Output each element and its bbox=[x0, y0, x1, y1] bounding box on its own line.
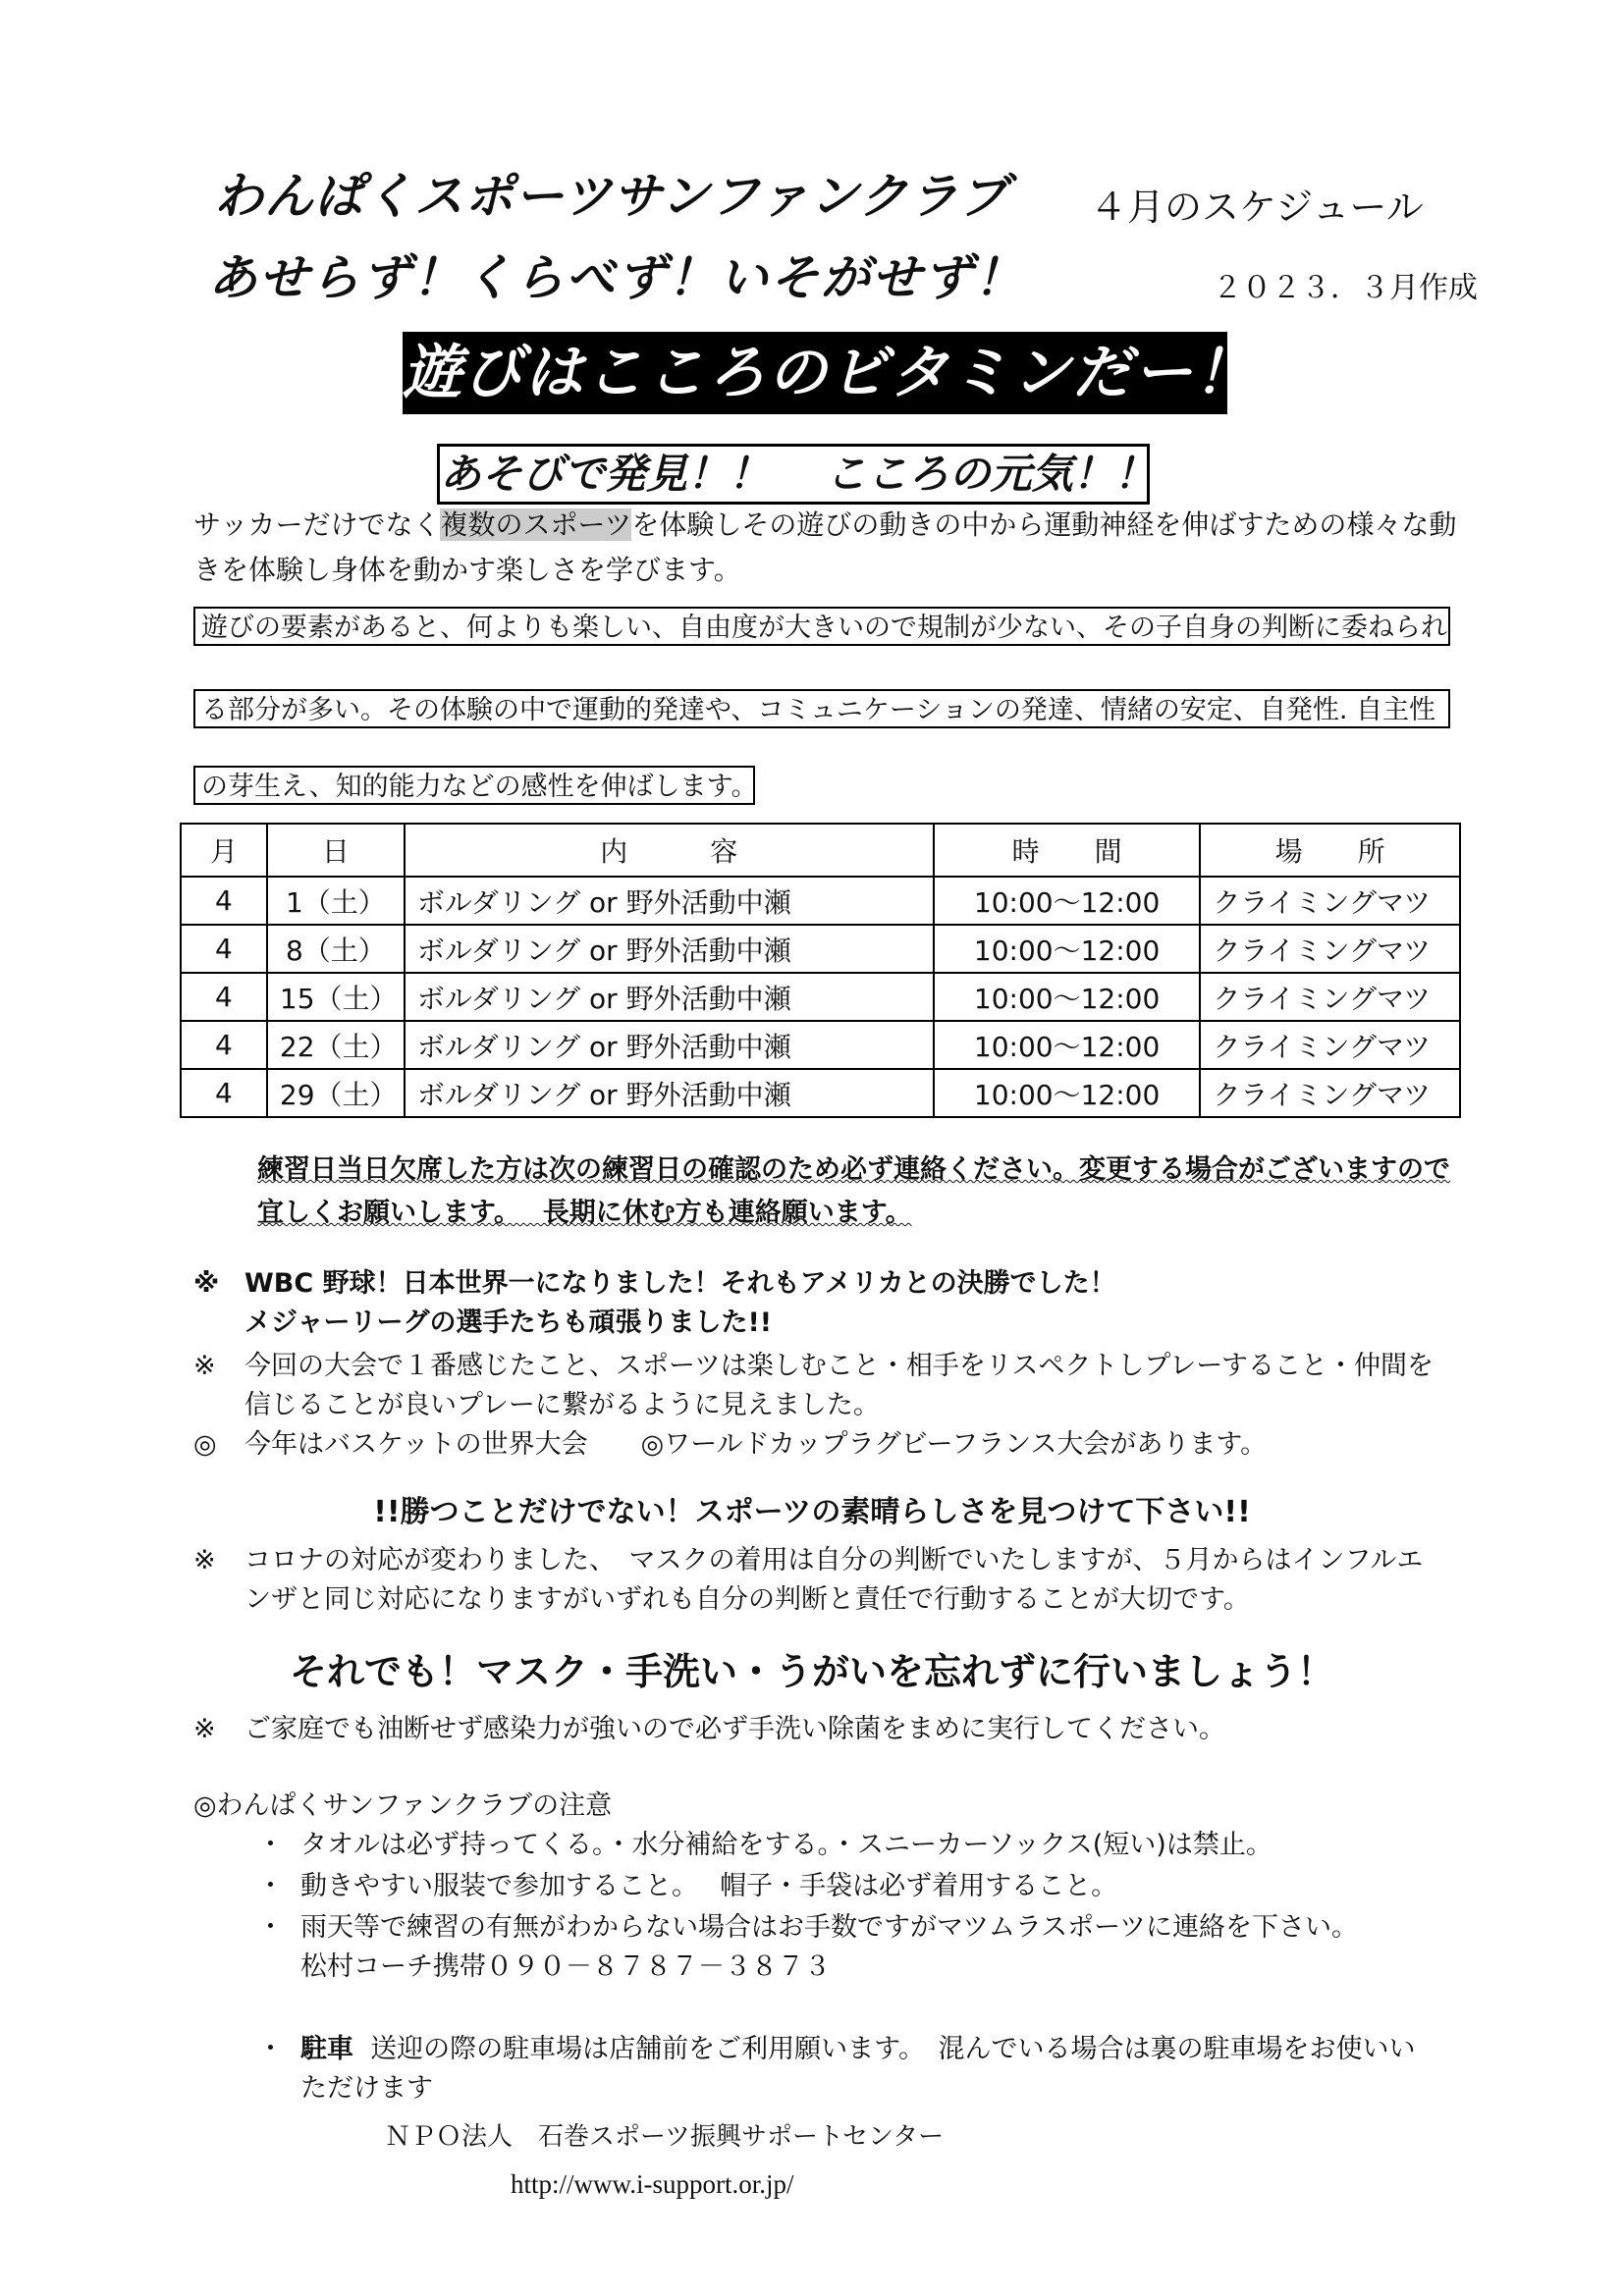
absence-notice bbox=[257, 1148, 1455, 1235]
parking-label: 駐車 bbox=[300, 2034, 353, 2064]
boxed-line-1: 遊びの要素があると、何よりも楽しい、自由度が大きいので規制が少ない、その子自身の判断に委ねられ bbox=[193, 607, 1450, 646]
bullet-mark: ・ bbox=[257, 1871, 284, 1901]
rules-title: ◎わんぱくサンファンクラブの注意 bbox=[193, 1790, 613, 1821]
events-text: 今年はバスケットの世界大会 ◎ワールドカップラグビーフランス大会があります。 bbox=[244, 1429, 1268, 1460]
cell-month: 4 bbox=[181, 973, 267, 1021]
header-place: 場 所 bbox=[1200, 824, 1460, 877]
header-day: 日 bbox=[267, 824, 405, 877]
parking-text: 送迎の際の駐車場は店舗前をご利用願います。 混んでいる場合は裏の駐車場をお使いい bbox=[370, 2034, 1416, 2064]
wbc-news bbox=[193, 1264, 1460, 1343]
sub-banner: あそびで発見！！ こころの元気！！ bbox=[437, 444, 1150, 505]
rule-item-1-text: タオルは必ず持ってくる。・水分補給をする。・スニーカーソックス(短い)は禁止。 bbox=[300, 1830, 1272, 1860]
cell-time: 10:00～12:00 bbox=[934, 973, 1201, 1021]
corona-note bbox=[193, 1541, 1460, 1620]
cell-content: ボルダリング or 野外活動中瀬 bbox=[405, 973, 934, 1021]
cell-month: 4 bbox=[181, 877, 267, 925]
double-circle-mark: ◎ bbox=[193, 1429, 217, 1460]
bullet-mark: ・ bbox=[257, 1830, 284, 1860]
respect-line-2: 信じることが良いプレーに繋がるように見えました。 bbox=[244, 1390, 880, 1420]
bullet-mark: ・ bbox=[257, 2034, 284, 2064]
header-time: 時 間 bbox=[934, 824, 1201, 877]
boxed-line-2: る部分が多い。その体験の中で運動的発達や、コミュニケーションの発達、情緒の安定、自発性. 自主性 bbox=[193, 689, 1450, 728]
cell-time: 10:00～12:00 bbox=[934, 1021, 1201, 1069]
respect-note bbox=[193, 1347, 1460, 1425]
corona-line-1: コロナの対応が変わりました、 マスクの着用は自分の判断でいたしますが、５月からはインフルエ bbox=[244, 1545, 1424, 1575]
table-row bbox=[181, 1021, 1460, 1069]
notice-line-2: 宜しくお願いします。 長期に休む方も連絡願います。 bbox=[257, 1198, 912, 1228]
home-text: ご家庭でも油断せず感染力が強いので必ず手洗い除菌をまめに実行してください。 bbox=[244, 1714, 1225, 1744]
coach-phone: 松村コーチ携帯０９０－８７８７－３８７３ bbox=[300, 1951, 831, 1982]
cell-place: クライミングマツ bbox=[1200, 877, 1460, 925]
cell-day: 29（土） bbox=[267, 1069, 405, 1117]
boxed-line-3: の芽生え、知的能力などの感性を伸ばします。 bbox=[193, 766, 755, 805]
intro-paragraph bbox=[193, 503, 1460, 593]
header-month: 月 bbox=[181, 824, 267, 877]
mask-headline: それでも！マスク・手洗い・うがいを忘れずに行いましょう！ bbox=[289, 1650, 1334, 1693]
slogan: あせらず！くらべず！いそがせず！ bbox=[208, 249, 1025, 306]
intro-highlight: 複数のスポーツ bbox=[440, 508, 632, 541]
wbc-line-1: WBC 野球！日本世界一になりました！それもアメリカとの決勝でした！ bbox=[244, 1268, 1116, 1299]
table-row bbox=[181, 877, 1460, 925]
rule-item-1 bbox=[257, 1826, 1465, 1865]
note-mark: ※ bbox=[193, 1351, 216, 1381]
main-banner: 遊びはこころのビタミンだー！ bbox=[403, 332, 1227, 414]
cell-day: 15（土） bbox=[267, 973, 405, 1021]
corona-line-2: ンザと同じ対応になりますがいずれも自分の判断と責任で行動することが大切です。 bbox=[244, 1584, 1250, 1615]
footer-url[interactable]: http://www.i-support.or.jp/ bbox=[511, 2169, 794, 2199]
note-mark: ※ bbox=[193, 1545, 216, 1575]
table-row bbox=[181, 973, 1460, 1021]
bullet-mark: ・ bbox=[257, 1912, 284, 1943]
cell-month: 4 bbox=[181, 1069, 267, 1117]
cell-place: クライミングマツ bbox=[1200, 973, 1460, 1021]
notice-line-1: 練習日当日欠席した方は次の練習日の確認のため必ず連絡ください。変更する場合がございますので bbox=[257, 1154, 1450, 1185]
footer-org: ＮＰＯ法人 石巻スポーツ振興サポートセンター bbox=[385, 2122, 945, 2152]
cell-month: 4 bbox=[181, 1021, 267, 1069]
home-note bbox=[193, 1710, 1460, 1749]
table-row bbox=[181, 1069, 1460, 1117]
intro-part1: サッカーだけでなく bbox=[193, 508, 441, 541]
sports-headline: !!勝つことだけでない！スポーツの素晴らしさを見つけて下さい!! bbox=[373, 1495, 1251, 1529]
rule-item-2 bbox=[257, 1867, 1465, 1906]
cell-place: クライミングマツ bbox=[1200, 1069, 1460, 1117]
cell-content: ボルダリング or 野外活動中瀬 bbox=[405, 1021, 934, 1069]
note-mark: ※ bbox=[193, 1714, 216, 1744]
rule-item-2-text: 動きやすい服装で参加すること。 帽子・手袋は必ず着用すること。 bbox=[300, 1871, 1118, 1901]
cell-content: ボルダリング or 野外活動中瀬 bbox=[405, 1069, 934, 1117]
cell-place: クライミングマツ bbox=[1200, 1021, 1460, 1069]
schedule-table bbox=[180, 823, 1461, 1118]
cell-day: 1（土） bbox=[267, 877, 405, 925]
cell-month: 4 bbox=[181, 925, 267, 973]
header-content: 内 容 bbox=[405, 824, 934, 877]
table-header bbox=[181, 824, 1460, 877]
intro-part2: を体験しその遊びの動きの中から運動神経を伸ばすための様々な動きを体験し身体を動かす楽しさを学びます。 bbox=[193, 508, 1457, 586]
parking-item bbox=[257, 2030, 1465, 2109]
table-row bbox=[181, 925, 1460, 973]
wbc-line-2: メジャーリーグの選手たちも頑張りました!! bbox=[244, 1308, 773, 1338]
club-name: わんぱくスポーツサンファンクラブ bbox=[214, 168, 1009, 225]
cell-day: 22（土） bbox=[267, 1021, 405, 1069]
cell-time: 10:00～12:00 bbox=[934, 877, 1201, 925]
cell-day: 8（土） bbox=[267, 925, 405, 973]
schedule-label: ４月のスケジュール bbox=[1090, 186, 1424, 229]
cell-time: 10:00～12:00 bbox=[934, 1069, 1201, 1117]
rule-item-3 bbox=[257, 1908, 1465, 1987]
rule-item-3-text: 雨天等で練習の有無がわからない場合はお手数ですがマツムラスポーツに連絡を下さい。 bbox=[300, 1912, 1359, 1943]
created-date: ２０２３．３月作成 bbox=[1213, 271, 1478, 305]
cell-place: クライミングマツ bbox=[1200, 925, 1460, 973]
events-note bbox=[193, 1425, 1460, 1465]
cell-time: 10:00～12:00 bbox=[934, 925, 1201, 973]
respect-line-1: 今回の大会で１番感じたこと、スポーツは楽しむこと・相手をリスペクトしプレーすること・仲間を bbox=[244, 1351, 1434, 1381]
note-mark: ※ bbox=[193, 1268, 220, 1299]
cell-content: ボルダリング or 野外活動中瀬 bbox=[405, 877, 934, 925]
parking-text-2: ただけます bbox=[300, 2073, 433, 2104]
cell-content: ボルダリング or 野外活動中瀬 bbox=[405, 925, 934, 973]
